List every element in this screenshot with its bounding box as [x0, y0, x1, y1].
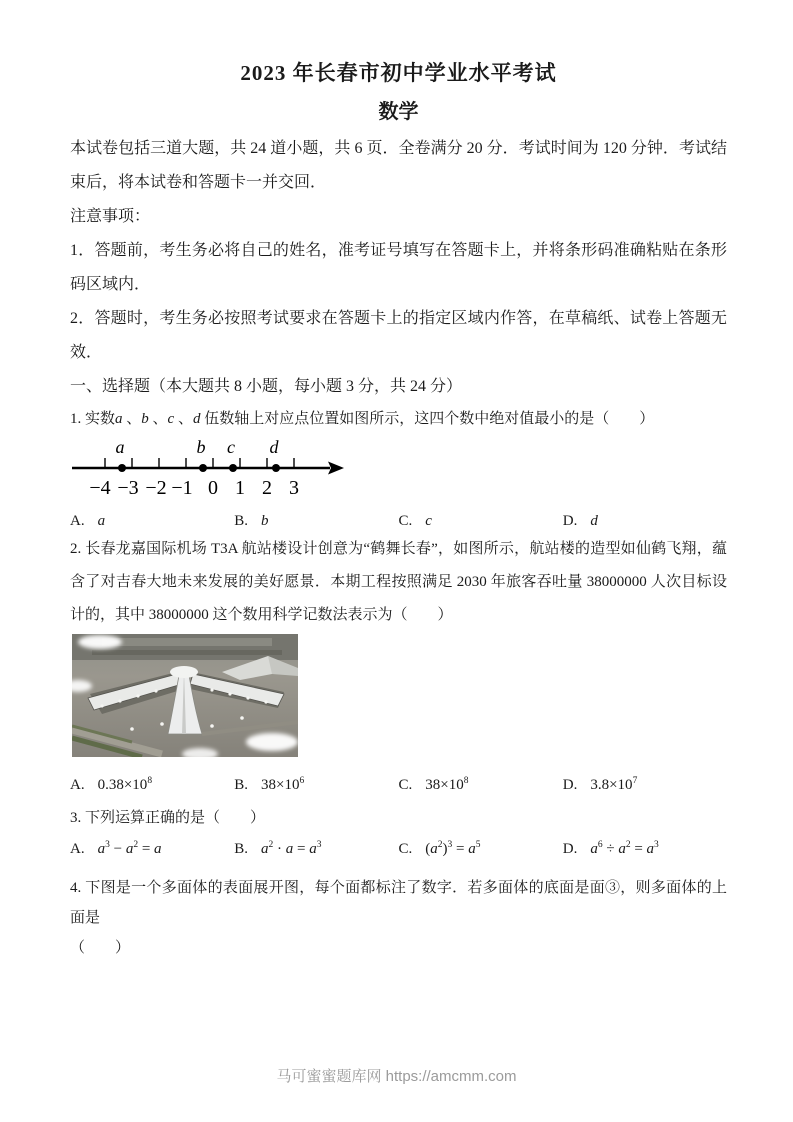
section-heading: 一、选择题（本大题共 8 小题，每小题 3 分，共 24 分） [70, 378, 463, 395]
q3-option-c [399, 835, 563, 863]
number-line-graphic [70, 438, 355, 502]
number-line-figure [70, 438, 727, 507]
option-value: a [97, 513, 106, 529]
point-label-d: d [269, 438, 279, 457]
question-4-answer-blank: （ ） [70, 940, 131, 956]
point-label-a: a [115, 438, 125, 457]
note-item-2: 2．答题时，考生务必按照考试要求在答题卡上的指定区域内作答，在草稿纸、试卷上答题无效． [70, 310, 727, 361]
q1-prefix: 1. 实数 [70, 411, 116, 427]
tick-label: −2 [145, 477, 167, 499]
notes-heading: 注意事项： [70, 208, 151, 225]
q3-option-b [234, 835, 398, 863]
page-subject: 数学 [378, 101, 419, 123]
question-3-text: 3. 下列运算正确的是（ ） [70, 810, 266, 826]
q2-option-b [234, 773, 398, 797]
tick-label: 0 [208, 477, 218, 499]
tick-label: −1 [171, 477, 193, 499]
option-label: A. [70, 841, 85, 857]
airport-photo [72, 634, 727, 757]
option-value: $38\times 10^6$ [261, 776, 305, 793]
question-4-text: 4. 下图是一个多面体的表面展开图，每个面都标注了数字．若多面体的底面是面③，则多面体的上面是 [70, 880, 727, 926]
tick-label: −3 [117, 477, 139, 499]
option-value: $(a^2)^3 = a^5$ [425, 840, 481, 857]
q1-variables: a 、b 、c 、d [115, 411, 205, 427]
option-label: D. [562, 777, 578, 793]
tick-label: −4 [89, 477, 111, 499]
option-label: D. [562, 841, 578, 857]
q2-option-a [70, 773, 234, 797]
option-value: $3.8\times 10^7$ [590, 776, 638, 793]
q1-option-d [563, 509, 727, 533]
option-label: C. [398, 777, 413, 793]
question-1-options [70, 509, 727, 533]
option-value: $a^2 \cdot a = a^3$ [261, 840, 322, 857]
exam-intro: 本试卷包括三道大题，共 24 道小题，共 6 页．全卷满分 20 分．考试时间为 120 分钟．考试结束后，将本试卷和答题卡一并交回． [70, 140, 727, 191]
axis-arrow [328, 462, 344, 475]
option-value: $0.38\times 10^8$ [97, 776, 153, 793]
option-value: $a^3 - a^2 = a$ [97, 840, 162, 857]
q2-option-d [563, 773, 727, 797]
point-labels [116, 438, 280, 457]
question-3-options [70, 835, 727, 863]
point-label-c: c [227, 438, 235, 457]
question-1-text [70, 404, 727, 434]
page-title: 2023 年长春市初中学业水平考试 [240, 61, 557, 85]
q2-option-c [399, 773, 563, 797]
note-item-1: 1．答题前，考生务必将自己的姓名，准考证号填写在答题卡上，并将条形码准确粘贴在条形码区域内． [70, 242, 727, 293]
question-2-text: 2. 长春龙嘉国际机场 T3A 航站楼设计创意为“鹤舞长春”，如图所示，航站楼的造型如仙鹤飞翔，蕴含了对吉春大地未来发展的美好愿景．本期工程按照满足 2030 年旅客吞吐量 38000000 人次目标设计的，其中 38000000 这个数用科学记数法表示为（ ） [70, 541, 727, 623]
question-2-options [70, 773, 727, 797]
point-label-b: b [196, 438, 206, 457]
option-label: C. [398, 513, 413, 529]
option-label: D. [562, 513, 578, 529]
tick-labels [89, 477, 299, 499]
q1-option-c [399, 509, 563, 533]
tick-label: 2 [262, 477, 272, 499]
tick-label: 3 [289, 477, 299, 499]
option-label: B. [234, 777, 249, 793]
tick-label: 1 [235, 477, 245, 499]
option-label: C. [398, 841, 413, 857]
q1-suffix: 伍数轴上对应点位置如图所示，这四个数中绝对值最小的是（ ） [204, 411, 655, 427]
q3-option-d [563, 835, 727, 863]
q3-option-a [70, 835, 234, 863]
watermark-footer: 马可蜜蜜题库网 https://amcmm.com [276, 1068, 517, 1085]
q1-option-b [234, 509, 398, 533]
option-value: $38\times 10^8$ [425, 776, 469, 793]
option-value: $a^6 \div a^2 = a^3$ [590, 840, 659, 857]
option-label: A. [70, 777, 85, 793]
option-label: B. [234, 513, 249, 529]
option-label: A. [70, 513, 85, 529]
q1-option-a [70, 509, 234, 533]
option-label: B. [234, 841, 249, 857]
exam-header-block [70, 132, 727, 404]
option-value: c [425, 513, 432, 529]
option-value: b [261, 513, 269, 529]
airport-photo-graphic [72, 634, 298, 757]
option-value: d [590, 513, 598, 529]
